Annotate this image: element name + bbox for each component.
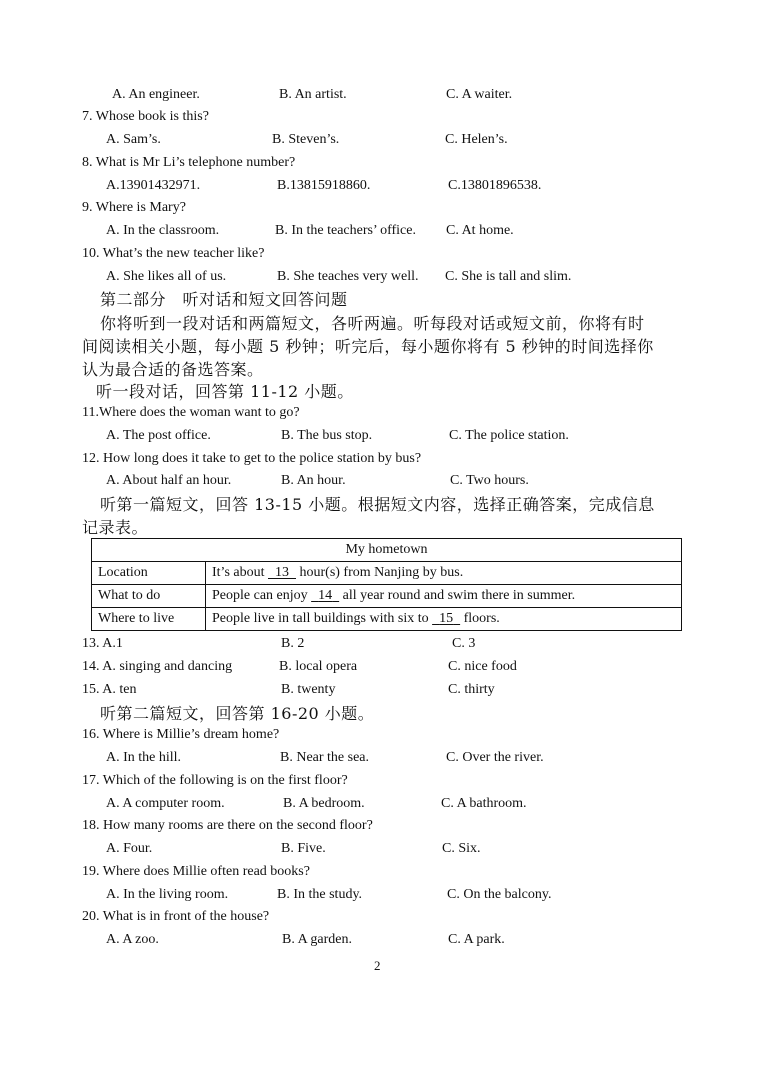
- question-option-b: B. She teaches very well.: [277, 269, 419, 284]
- passage1-intro: 记录表。: [82, 518, 149, 537]
- question-option-c: C. Six.: [442, 841, 481, 856]
- table-title: My hometown: [92, 539, 682, 562]
- row-content: People live in tall buildings with six to 15 floors.: [206, 608, 682, 631]
- table-row: [92, 562, 682, 585]
- row-label: Where to live: [92, 608, 206, 631]
- question-option-b: B. local opera: [279, 659, 358, 674]
- section-title: 第二部分 听对话和短文回答问题: [100, 290, 348, 309]
- question-option-b: B. Steven’s.: [272, 132, 340, 147]
- question-option-c: C. On the balcony.: [447, 887, 552, 902]
- question-option-c: C. Over the river.: [446, 750, 544, 765]
- question-option-c: C. Two hours.: [450, 473, 529, 488]
- q6-option-c: C. A waiter.: [446, 87, 513, 102]
- question-option-a: 13. A.1: [82, 636, 123, 651]
- question-option-b: B.13815918860.: [277, 178, 371, 193]
- question-stem: 11.Where does the woman want to go?: [82, 405, 300, 420]
- instruction-line: 你将听到一段对话和两篇短文，各听两遍。听每段对话或短文前，你将有时: [100, 314, 645, 333]
- question-option-c: C.13801896538.: [448, 178, 542, 193]
- question-option-a: A. In the hill.: [106, 750, 182, 765]
- q6-option-b: B. An artist.: [279, 87, 347, 102]
- question-stem: 10. What’s the new teacher like?: [82, 246, 265, 261]
- question-option-c: C. She is tall and slim.: [445, 269, 572, 284]
- q6-option-a: A. An engineer.: [112, 87, 200, 102]
- question-stem: 9. Where is Mary?: [82, 200, 186, 215]
- question-option-a: A. A computer room.: [106, 796, 225, 811]
- question-option-c: C. thirty: [448, 682, 495, 697]
- table-row: [92, 608, 682, 631]
- row-content: It’s about 13 hour(s) from Nanjing by bus.: [206, 562, 682, 585]
- question-option-a: A. She likes all of us.: [106, 269, 227, 284]
- question-option-c: C. nice food: [448, 659, 517, 674]
- row-label: Location: [92, 562, 206, 585]
- table-row: [92, 585, 682, 608]
- question-option-c: C. The police station.: [449, 428, 569, 443]
- row-content: People can enjoy 14 all year round and swim there in summer.: [206, 585, 682, 608]
- question-option-a: A. Sam’s.: [106, 132, 161, 147]
- question-option-b: B. Near the sea.: [280, 750, 370, 765]
- question-option-b: B. twenty: [281, 682, 336, 697]
- question-option-a: 15. A. ten: [82, 682, 137, 697]
- question-stem: 20. What is in front of the house?: [82, 909, 270, 924]
- instruction-line: 认为最合适的备选答案。: [82, 360, 264, 379]
- page-number: 2: [374, 958, 381, 973]
- question-option-c: C. A park.: [448, 932, 505, 947]
- question-stem: 17. Which of the following is on the first floor?: [82, 773, 348, 788]
- question-option-c: C. At home.: [446, 223, 514, 238]
- blank-13: 13: [275, 565, 289, 580]
- question-stem: 18. How many rooms are there on the second floor?: [82, 818, 373, 833]
- question-option-b: B. A garden.: [282, 932, 352, 947]
- question-option-a: A. In the living room.: [106, 887, 229, 902]
- question-option-b: B. In the study.: [277, 887, 363, 902]
- question-option-a: A. A zoo.: [106, 932, 159, 947]
- question-option-b: B. An hour.: [281, 473, 346, 488]
- instruction-line: 间阅读相关小题，每小题 5 秒钟；听完后，每小题你将有 5 秒钟的时间选择你: [82, 337, 654, 356]
- question-option-a: 14. A. singing and dancing: [82, 659, 233, 674]
- question-option-a: A.13901432971.: [106, 178, 201, 193]
- question-stem: 19. Where does Millie often read books?: [82, 864, 310, 879]
- blank-14: 14: [318, 588, 333, 603]
- passage1-intro: 听第一篇短文，回答 13-15 小题。根据短文内容，选择正确答案，完成信息: [100, 495, 655, 514]
- question-option-b: B. A bedroom.: [283, 796, 365, 811]
- question-option-b: B. The bus stop.: [281, 428, 373, 443]
- dialogue-intro: 听一段对话，回答第 11-12 小题。: [96, 382, 354, 401]
- question-option-a: A. About half an hour.: [106, 473, 232, 488]
- question-option-c: C. 3: [452, 636, 476, 651]
- question-stem: 16. Where is Millie’s dream home?: [82, 727, 280, 742]
- question-option-b: B. Five.: [281, 841, 326, 856]
- question-option-b: B. 2: [281, 636, 305, 651]
- blank-15: 15: [439, 611, 454, 626]
- question-option-a: A. Four.: [106, 841, 153, 856]
- question-stem: 12. How long does it take to get to the police station by bus?: [82, 451, 422, 466]
- question-stem: 7. Whose book is this?: [82, 109, 209, 124]
- passage2-intro: 听第二篇短文，回答第 16-20 小题。: [100, 704, 375, 723]
- question-option-c: C. Helen’s.: [445, 132, 508, 147]
- question-option-a: A. In the classroom.: [106, 223, 220, 238]
- question-option-c: C. A bathroom.: [441, 796, 527, 811]
- info-record-table: [91, 538, 682, 631]
- row-label: What to do: [92, 585, 206, 608]
- question-option-a: A. The post office.: [106, 428, 211, 443]
- question-stem: 8. What is Mr Li’s telephone number?: [82, 155, 296, 170]
- question-option-b: B. In the teachers’ office.: [275, 223, 416, 238]
